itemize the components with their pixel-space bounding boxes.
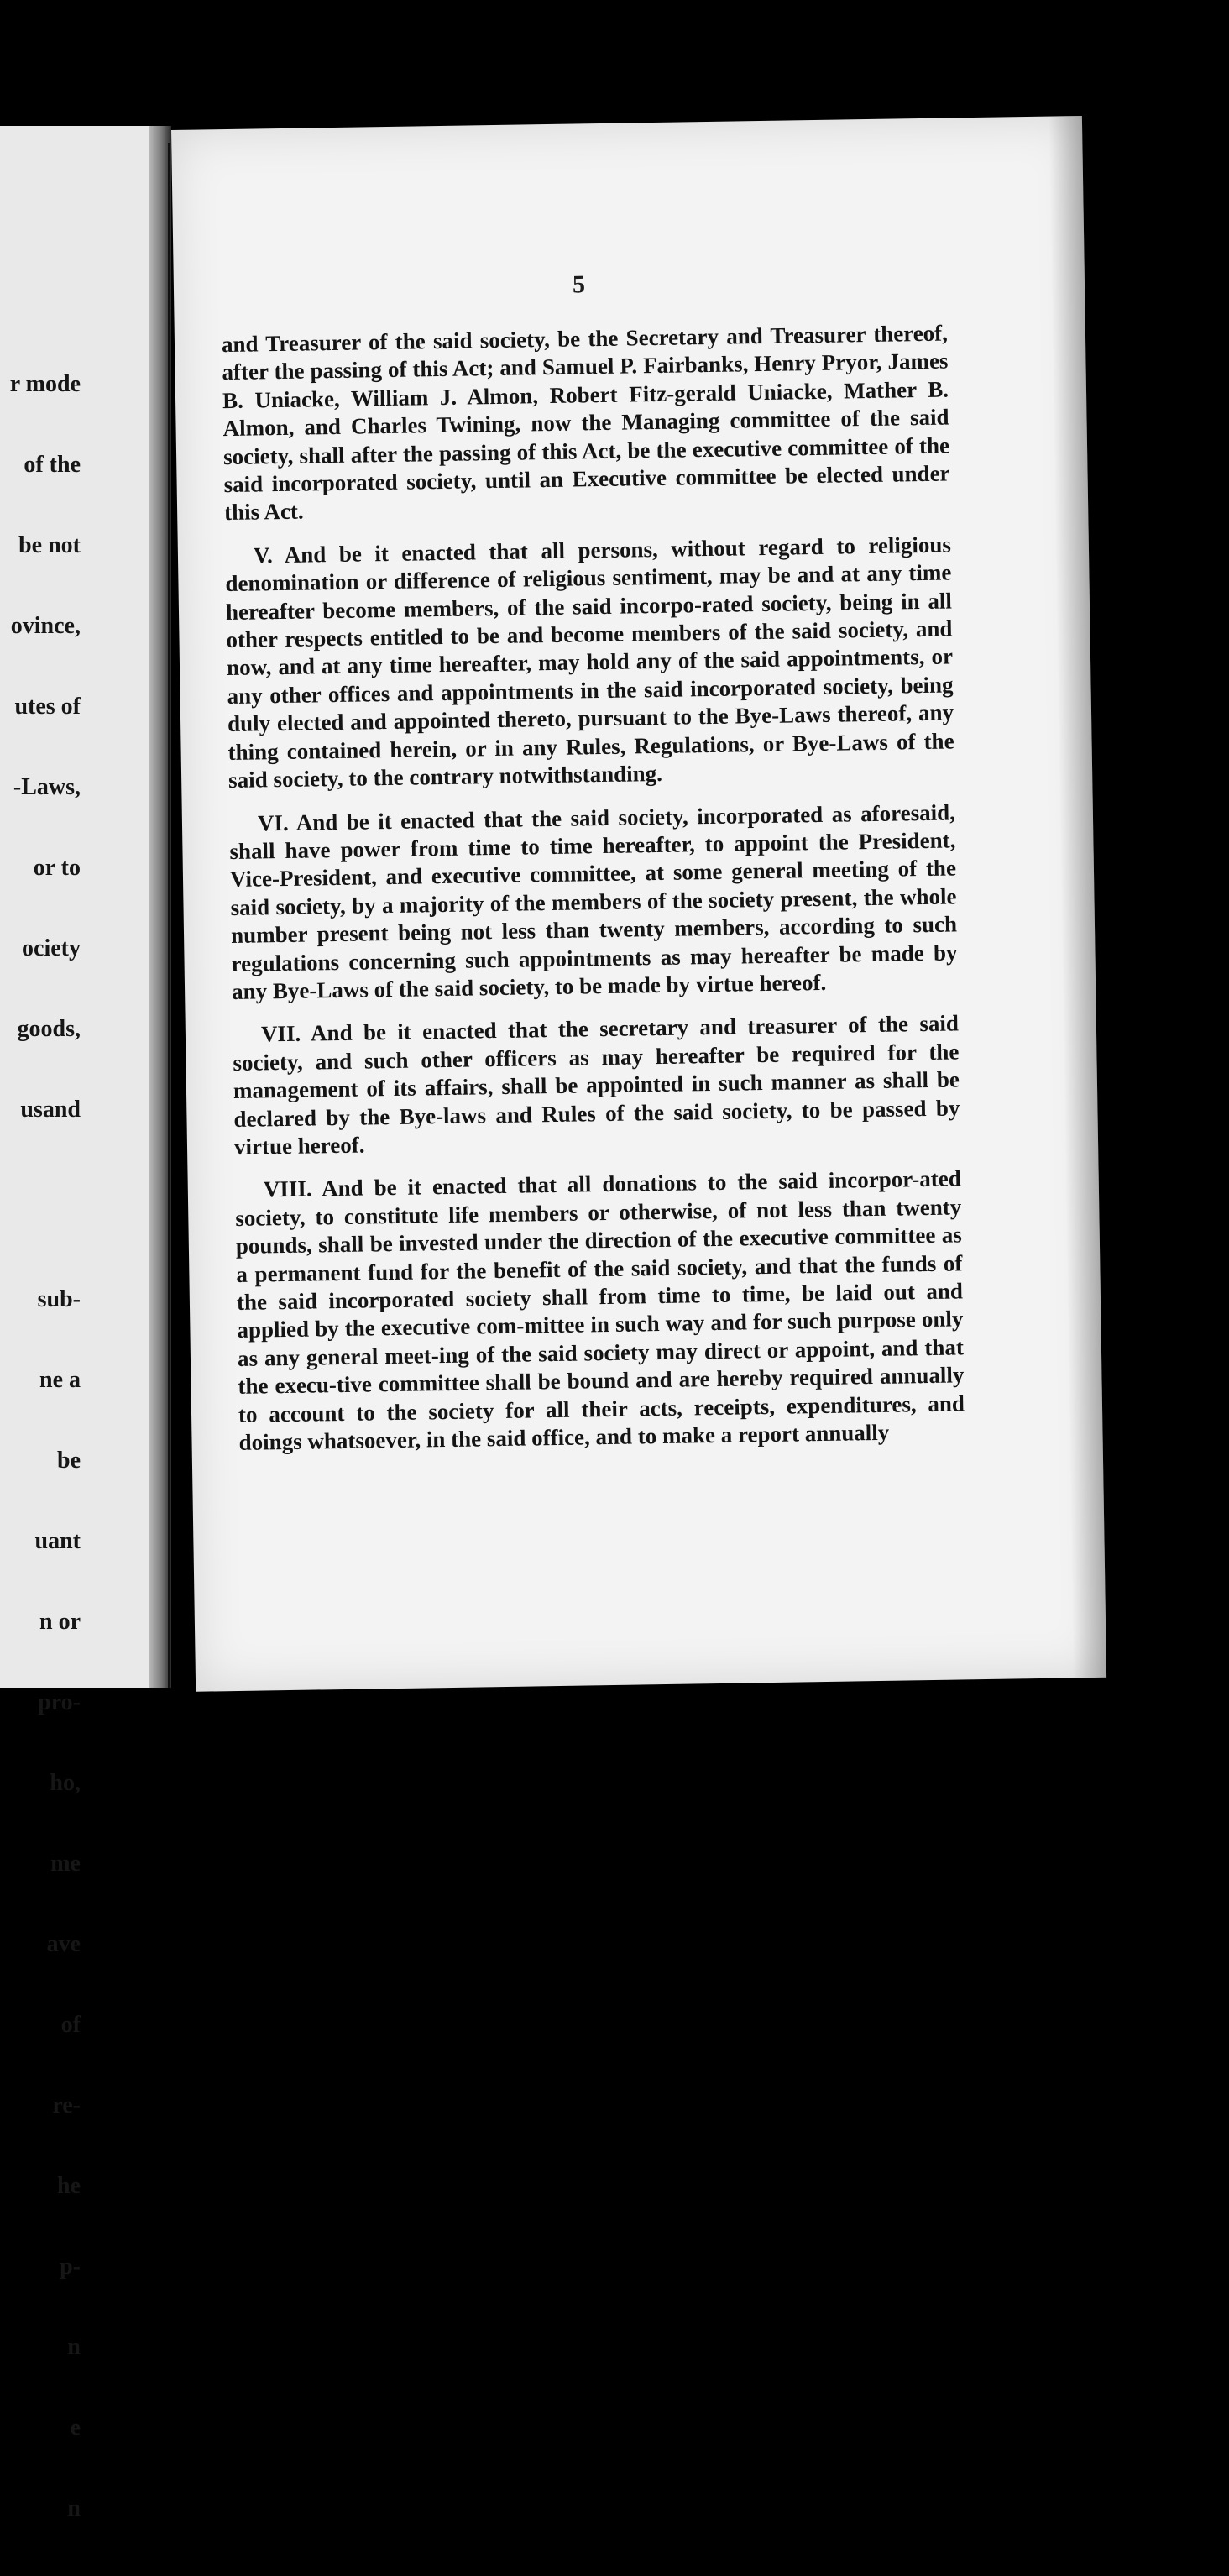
left-line: ave <box>46 1931 81 1957</box>
paragraph-section-vi: VI. And be it enacted that the said society, incorporated as aforesaid, shall have power from time to time hereafter, to appoint the President, Vice-President, and executive committee, at some general meeting of the said society, by a majority of the members of the society present, the whole number present being not less than twenty members, according to such regulations concerning such appointments as may hereafter be made by any Bye-Laws of the said society, to be made by virtue hereof. <box>229 798 958 1004</box>
left-line: uant <box>34 1528 81 1554</box>
left-line: usand <box>20 1097 81 1123</box>
left-line: -Laws, <box>13 774 81 800</box>
left-line: of <box>60 2012 81 2038</box>
left-line: ovince, <box>10 613 81 639</box>
left-line: pro- <box>38 1689 81 1715</box>
left-line: of the <box>24 452 81 478</box>
left-line: or to <box>33 855 81 881</box>
paragraph-continuation: and Treasurer of the said society, be the Secretary and Treasurer thereof, after the passing of this Act; and Samuel P. Fairbanks, Henry Pryor, James B. Uniacke, William J. Almon, Robert Fitz-gerald Uniacke, Mather B. Almon, and Charles Twining, now the Managing committee of the said society, shall after the passing of this Act, be the executive committee of the said incorporated society, until an Executive committee be elected under this Act. <box>221 320 950 526</box>
left-line: utes of <box>14 694 81 720</box>
left-facing-page <box>0 126 149 2521</box>
page-number: 5 <box>572 270 586 299</box>
left-line-gap <box>10 1177 81 1233</box>
left-line: ho, <box>50 1770 81 1796</box>
paragraph-section-v: V. And be it enacted that all persons, without regard to religious denomination or difference of religious sentiment, may be and at any time hereafter become members, of the said incorpo-rated society, being in all other respects entitled to be and become members of the said society, and now, and at any time hereafter, may hold any of the said appointments, or any other offices and appointments in the said incorporated society, being duly elected and appointed thereto, pursuant to the Bye-Laws thereof, any thing contained herein, or in any Rules, Regulations, or Bye-Laws of the said society, to the contrary notwithstanding. <box>225 531 954 793</box>
document-page <box>171 116 1106 1692</box>
left-line: re- <box>52 2092 81 2118</box>
left-line: ociety <box>22 935 81 961</box>
left-line: me <box>50 1851 81 1877</box>
left-line: n or <box>39 1609 81 1635</box>
left-line: r mode <box>9 371 81 397</box>
paragraph-section-vii: VII. And be it enacted that the secretary and treasurer of the said society, and such other officers as may hereafter be required for the management of its affairs, shall be appointed in such manner as shall be declared by the Bye-laws and Rules of the said society, to be passed by virtue hereof. <box>233 1010 960 1160</box>
page-edge-shadow <box>1049 116 1106 1678</box>
left-line: n <box>67 2334 81 2360</box>
left-line: goods, <box>17 1016 81 1042</box>
left-line: e <box>70 2415 81 2441</box>
left-line: p- <box>60 2254 81 2280</box>
left-page-text <box>10 317 81 2576</box>
paragraph-section-viii: VIII. And be it enacted that all donations to the said incorpor-ated society, to constitute life members or otherwise, of not less than twenty pounds, shall be invested under the direction of the executive committee as a permanent fund for the benefit of the said society, and that the funds of the said incorporated society shall from time to time, be laid out and applied by the executive com-mittee in such way and for such purpose only as any general meet-ing of the said society may direct or appoint, and that the execu-tive committee shall be bound and are hereby required annually to account to the society for all their acts, receipts, expenditures, and doings whatsoever, in the said office, and to make a report annually <box>235 1165 965 1455</box>
left-line: be not <box>18 532 81 558</box>
left-line: he <box>57 2173 81 2199</box>
body-text <box>222 320 965 1473</box>
left-line: be <box>57 1448 81 1474</box>
binding-line <box>168 143 170 1688</box>
left-line: sub- <box>37 1286 81 1312</box>
left-line: ne a <box>39 1367 81 1393</box>
left-line: n <box>67 2495 81 2521</box>
